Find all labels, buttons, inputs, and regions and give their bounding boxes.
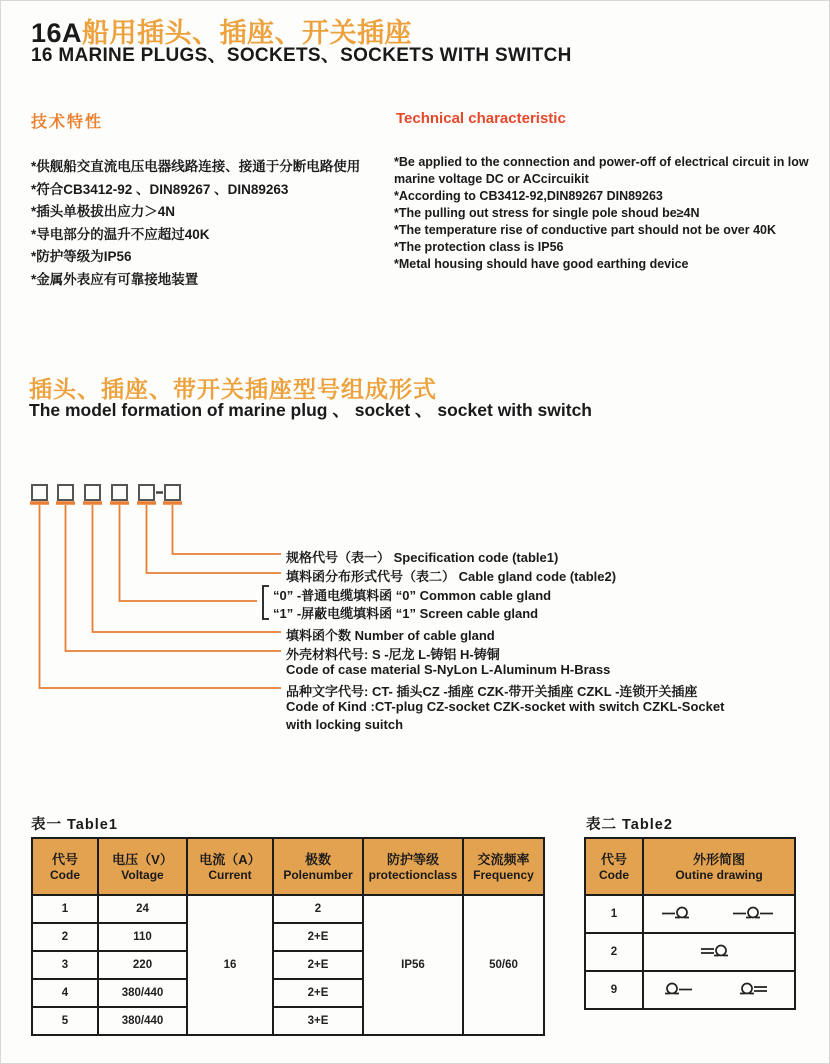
cable-gland-double-line-left-icon (697, 942, 741, 962)
diagram-label-gland1: “1” -屏蔽电缆填料函 “1” Screen cable gland (273, 606, 539, 621)
header-zh: 外形简图 (692, 851, 745, 867)
cable-gland-double-line-right-icon (735, 980, 779, 1000)
header-zh: 代号 (600, 851, 627, 867)
table2-row (585, 895, 795, 933)
table2-row (585, 933, 795, 971)
tech-item-zh: *供舰船交直流电压电器线路连接、接通于分断电路使用 (31, 159, 361, 174)
table2-header-code (585, 838, 643, 895)
tech-item-en: *According to CB3412-92,DIN89267 DIN89263 (394, 189, 663, 203)
model-heading-en: The model formation of marine plug 、 socket 、 socket with switch (29, 400, 592, 420)
cell-code: 9 (585, 971, 643, 1009)
cell-voltage: 24 (98, 895, 187, 923)
cable-gland-line-left-icon (658, 904, 702, 924)
cell-drawing (643, 895, 795, 933)
header-zh: 交流频率 (477, 851, 530, 867)
table1-header-protection (363, 838, 463, 895)
cell-drawing (643, 933, 795, 971)
table1 (31, 837, 545, 1036)
header-en: Code (599, 867, 629, 882)
table2-header-drawing (643, 838, 795, 895)
header-en: Voltage (121, 867, 164, 882)
diagram-label-gland-code: 填料函分布形式代号（表二） Cable gland code (table2) (286, 569, 617, 584)
cell-code: 4 (32, 979, 98, 1007)
table1-header-row (32, 838, 544, 895)
header-en: protectionclass (368, 867, 458, 882)
header-en: Outine drawing (675, 867, 763, 882)
table1-header-voltage (98, 838, 187, 895)
table1-header-polenumber (273, 838, 363, 895)
cell-frequency-shared: 50/60 (463, 895, 544, 1035)
diagram-label-kind-en1: Code of Kind :CT-plug CZ-socket CZK-socket with switch CZKL-Socket (286, 699, 725, 714)
tech-item-en: *The protection class is IP56 (394, 240, 564, 254)
diagram-label-material-zh: 外壳材料代号: S -尼龙 L-铸铝 H-铸铜 (286, 647, 500, 662)
cell-voltage: 220 (98, 951, 187, 979)
drawing-row (644, 942, 794, 962)
header-zh: 代号 (51, 851, 78, 867)
cable-gland-line-both-icon (729, 904, 781, 924)
cell-code: 5 (32, 1007, 98, 1035)
cell-pole: 2+E (273, 979, 363, 1007)
table2-header-row (585, 838, 795, 895)
table1-header-frequency (463, 838, 544, 895)
table1-header-current (187, 838, 273, 895)
cell-voltage: 380/440 (98, 1007, 187, 1035)
tech-list-en (394, 154, 822, 273)
drawing-row (644, 980, 794, 1000)
tech-item-en: *The temperature rise of conductive part should not be over 40K (394, 223, 777, 237)
cell-pole: 2+E (273, 923, 363, 951)
model-heading-zh: 插头、插座、带开关插座型号组成形式 (29, 376, 437, 402)
table1-row (32, 895, 544, 923)
header-zh: 电压（V） (112, 851, 173, 867)
cable-gland-line-right-icon (660, 980, 704, 1000)
diagram-label-kind-zh: 品种文字代号: CT- 插头CZ -插座 CZK-带开关插座 CZKL -连锁开关插座 (286, 684, 698, 699)
header-en: Current (208, 867, 252, 882)
tech-heading-en: Technical characteristic (396, 110, 566, 127)
cell-pole: 3+E (273, 1007, 363, 1035)
diagram-label-kind-en2: with locking suitch (286, 717, 404, 732)
table1-header-code (32, 838, 98, 895)
cell-code: 2 (32, 923, 98, 951)
cell-code: 3 (32, 951, 98, 979)
cell-code: 2 (585, 933, 643, 971)
tech-item-zh: *金属外表应有可靠接地装置 (31, 271, 199, 287)
cell-drawing (643, 971, 795, 1009)
table2 (584, 837, 796, 1010)
tech-item-zh: *插头单极拔出应力＞4N (31, 204, 176, 219)
model-code-diagram (1, 461, 830, 761)
header-en: Polenumber (283, 867, 353, 882)
page-title-zh: 船用插头、插座、开关插座 (82, 18, 413, 48)
cell-current-shared: 16 (187, 895, 273, 1035)
table2-row (585, 971, 795, 1009)
page-title-prefix: 16A (31, 18, 83, 48)
tech-item-en: *The pulling out stress for single pole shoud be≥4N (394, 206, 700, 220)
cell-voltage: 380/440 (98, 979, 187, 1007)
tech-list-zh (31, 156, 391, 291)
diagram-label-gland-count: 填料函个数 Number of cable gland (286, 628, 495, 643)
tech-item-en: *Metal housing should have good earthing device (394, 257, 689, 271)
header-zh: 电流（A） (199, 851, 261, 867)
cell-code: 1 (585, 895, 643, 933)
table2-label: 表二 Table2 (586, 817, 673, 833)
table1-label: 表一 Table1 (31, 817, 118, 833)
drawing-row (644, 904, 794, 924)
header-zh: 极数 (304, 851, 331, 867)
cell-code: 1 (32, 895, 98, 923)
diagram-label-gland0: “0” -普通电缆填料函 “0” Common cable gland (273, 588, 552, 603)
cell-protection-shared: IP56 (363, 895, 463, 1035)
bracket-icon (263, 586, 269, 619)
cell-pole: 2+E (273, 951, 363, 979)
header-zh: 防护等级 (386, 851, 439, 867)
tech-item-en: *Be applied to the connection and power-off of electrical circuit in low marine voltage DC or ACcircuikit (394, 155, 809, 186)
cell-pole: 2 (273, 895, 363, 923)
tech-heading-zh: 技术特性 (31, 114, 104, 131)
tech-item-zh: *防护等级为IP56 (31, 249, 132, 264)
header-en: Frequency (473, 867, 534, 882)
page-subtitle: 16 MARINE PLUGS、SOCKETS、SOCKETS WITH SWITCH (31, 45, 572, 66)
diagram-label-spec: 规格代号（表一） Specification code (table1) (286, 550, 559, 565)
leader-line-icon (40, 505, 282, 688)
header-en: Code (50, 867, 80, 882)
tech-item-zh: *导电部分的温升不应超过40K (31, 226, 210, 242)
diagram-label-material-en: Code of case material S-NyLon L-Aluminum H-Brass (286, 662, 611, 677)
tech-item-zh: *符合CB3412-92 、DIN89267 、DIN89263 (31, 181, 289, 197)
cell-voltage: 110 (98, 923, 187, 951)
